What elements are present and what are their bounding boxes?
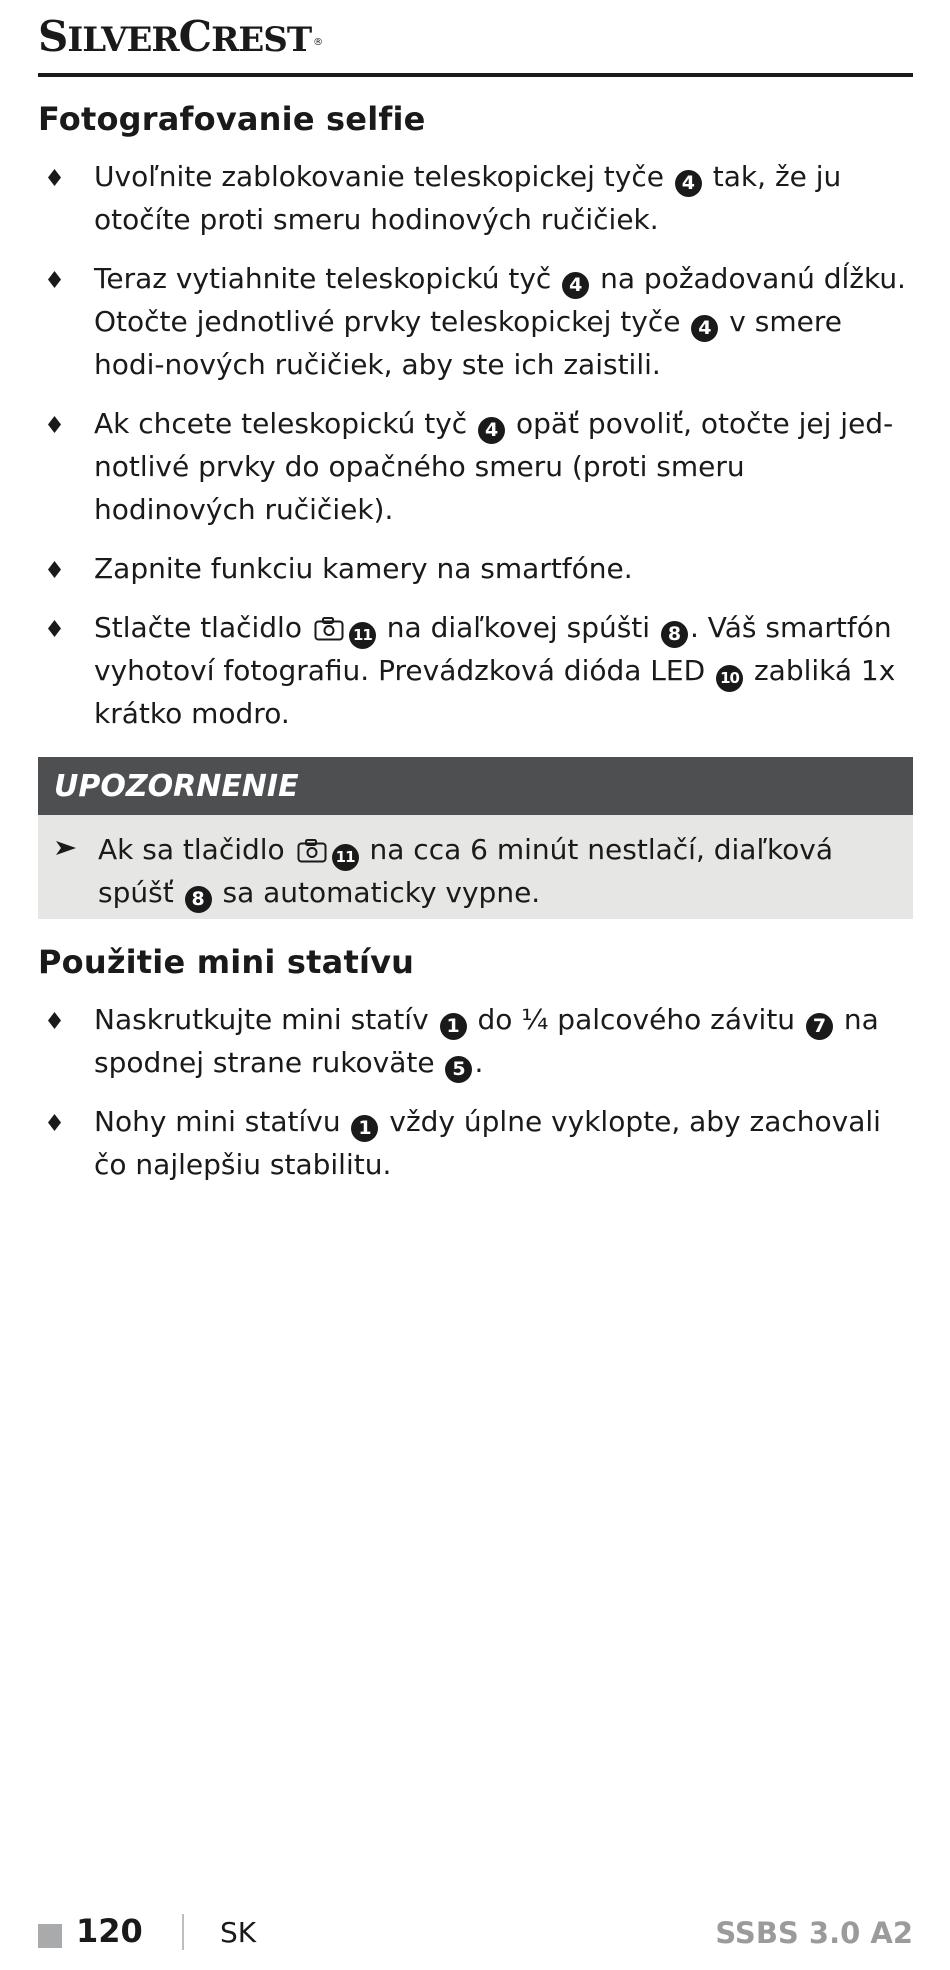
callout-number-7: 7 (806, 1013, 833, 1040)
header-rule (38, 73, 913, 77)
page-number: 120 (76, 1912, 143, 1950)
bullet-diamond-icon (48, 416, 61, 433)
callout-number-11: 11 (332, 844, 359, 871)
brand-logo: SILVERCREST ® (38, 12, 323, 61)
selfie-steps-list (38, 155, 913, 751)
section-title-tripod: Použitie mini statívu (38, 943, 415, 981)
arrow-right-icon (56, 841, 76, 855)
notice-body (38, 815, 913, 919)
list-item: Naskrutkujte mini statív 1 do ¼ palcového závitu 7 na spodnej strane rukoväte 5 . (38, 998, 913, 1084)
bullet-diamond-icon (48, 271, 61, 288)
page-footer (38, 1912, 913, 1970)
language-code: SK (220, 1916, 257, 1949)
list-item: Ak chcete teleskopickú tyč 4 opäť povoliť, otočte jej jed-notlivé prvky do opačného smeru (proti smeru hodinových ručičiek). (38, 402, 913, 531)
list-item: Teraz vytiahnite teleskopickú tyč 4 na požadovanú dĺžku. Otočte jednotlivé prvky teleskopickej tyče 4 v smere hodi-nových ručičiek, aby ste ich zaistili. (38, 257, 913, 386)
notice-text: Ak sa tlačidlo 11 na cca 6 minút nestlačí, diaľková spúšť 8 sa automaticky vypne. (98, 828, 898, 914)
section-title-selfie: Fotografovanie selfie (38, 100, 426, 138)
list-item: Zapnite funkciu kamery na smartfóne. (38, 547, 913, 590)
bullet-diamond-icon (48, 169, 61, 186)
bullet-diamond-icon (48, 1114, 61, 1131)
callout-number-10: 10 (716, 665, 743, 692)
callout-number-8: 8 (185, 886, 212, 913)
model-number: SSBS 3.0 A2 (715, 1916, 913, 1950)
camera-button-icon (297, 839, 327, 863)
bullet-diamond-icon (48, 620, 61, 637)
callout-number-4: 4 (562, 272, 589, 299)
callout-number-5: 5 (445, 1056, 472, 1083)
list-item: Nohy mini statívu 1 vždy úplne vyklopte, aby zachovali čo najlepšiu stabilitu. (38, 1100, 913, 1186)
notice-header: UPOZORNENIE (38, 757, 913, 815)
footer-square-marker (38, 1924, 62, 1948)
callout-number-4: 4 (691, 315, 718, 342)
callout-number-8: 8 (661, 621, 688, 648)
callout-number-4: 4 (478, 417, 505, 444)
bullet-diamond-icon (48, 1012, 61, 1029)
callout-number-1: 1 (351, 1115, 378, 1142)
callout-number-11: 11 (349, 622, 376, 649)
callout-number-1: 1 (440, 1013, 467, 1040)
bullet-diamond-icon (48, 561, 61, 578)
list-item: Uvoľnite zablokovanie teleskopickej tyče 4 tak, že ju otočíte proti smeru hodinových ručičiek. (38, 155, 913, 241)
callout-number-4: 4 (675, 170, 702, 197)
tripod-steps-list (38, 998, 913, 1202)
camera-button-icon (314, 617, 344, 641)
footer-separator (182, 1914, 184, 1950)
list-item: Stlačte tlačidlo 11 na diaľkovej spúšti 8 . Váš smartfón vyhotoví fotografiu. Prevádzková dióda LED 10 zabliká 1x krátko modro. (38, 606, 913, 735)
